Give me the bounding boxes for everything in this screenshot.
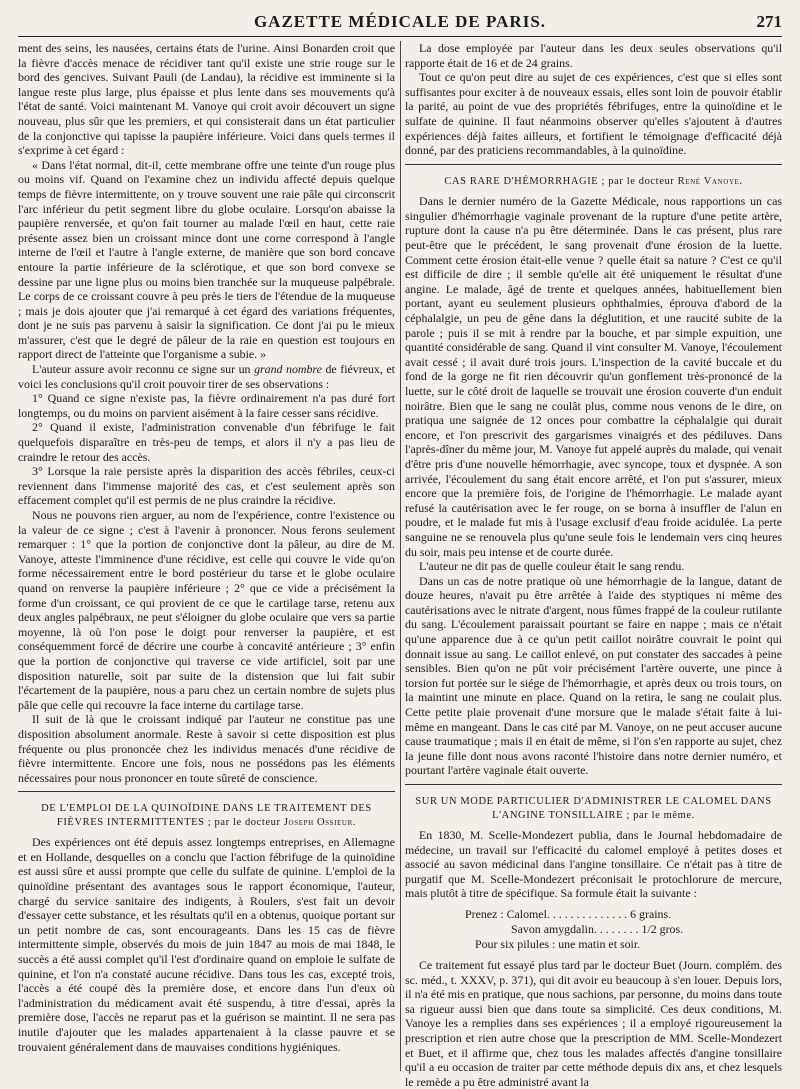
left-column <box>18 41 395 1071</box>
paragraph: En 1830, M. Scelle-Mondezert publia, dans le Journal hebdomadaire de médecine, un travail sur l'efficacité du calomel employé à petites doses et associé au savon médicinal dans l'angine tonsillaire. Ce n'était pas à titre de purgatif que M. Scelle-Mondezert préconisait le protochlorure de mercure, mais plutôt à titre de spécifique. Sa formule était la suivante : <box>405 828 782 901</box>
text-columns <box>18 41 782 1089</box>
journal-title: GAZETTE MÉDICALE DE PARIS. <box>253 12 547 31</box>
paragraph: ment des seins, les nausées, certains états de l'urine. Ainsi Bonarden croit que la fièvre d'accès menace de récidiver tant qu'il existe une strie rouge sur le bord des gencives. Suivant Pauli (de Landau), la récidive est imminente si la langue reste plus large, plus épaisse et plus lente dans ses mouvements qu'à l'état de santé. Voici maintenant M. Vanoye qui croit avoir découvert un signe nouveau, plus sûr que les premiers, et qui consisterait dans un état particulier de la conjonctive qui tapisse la paupière inférieure. Voici dans quels termes il s'exprime à cet égard : <box>18 41 395 158</box>
conclusion-item: 1° Quand ce signe n'existe pas, la fièvre ordinairement n'a pas duré fort longtemps, ou du moins on parvient aisément à la faire cesser sans récidive. <box>18 391 395 420</box>
formula-line: Prenez : Calomel. . . . . . . . . . . . . . 6 grains. <box>465 906 672 921</box>
formula-line: Savon amygdalin. . . . . . . . 1/2 gros. <box>511 921 684 936</box>
paragraph: Dans le dernier numéro de la Gazette Médicale, nous rapportions un cas singulier d'hémorrhagie vaginale provenant de la rupture d'une petite artère, rupture dont la cause n'a pu être déterminée. Dans le cas présent, plus rare peut-être que le précédent, le sang provenait d'une érosion de la luette. Comment cette érosion était-elle venue ? quelle était sa nature ? C'est ce qu'il est difficile de dire ; il semble qu'elle ait été uniquement le résultat d'une angine. Le malade, âgé de trente et quelques années, habituellement bien portant, ayant eu seulement plusieurs ophthalmies, éprouva d'abord de la céphalalgie, un peu de gêne dans la déglutition, et une raucité subite de la parole ; puis il se mit à rendre par la bouche, et par simple expuition, une quantité considérable de sang. Quand il vint consulter M. Vanoye, l'écoulement avait cessé ; il avait duré trois jours. L'inspection de la cavité buccale et du fond de la gorge ne fit rien découvrir qu'un gonflement très-prononcé de la luette, sur le côté droit de laquelle se trouvait une érosion couverte d'un enduit noirâtre. Bien que le sang ne coulât plus, comme nous venons de le dire, on pratiqua une saignée de 12 onces pour combattre la céphalalgie qui durait encore, et l'on prescrivit des gargarismes vinaigrés et des pédiluves. Dans l'après-dîner du même jour, M. Vanoye fut appelé auprès du malade, qui venait d'être pris d'une nouvelle hémorrhagie, avec syncope, toux et dyspnée. A son arrivée, l'écoulement du sang était encore arrêté, et l'on put s'assurer, mieux encore que la première fois, de l'origine de l'hémorrhagie. Le malade ayant refusé la cautérisation avec le fer rouge, on se borna à insuffler de l'alun en poudre, et le malade fut mis à l'usage exclusif d'eau froide acidulée. La perte sanguine ne se renouvela plus qu'une seule fois le lendemain vers cinq heures du soir, mais peu intense et de courte durée. <box>405 194 782 559</box>
right-column <box>405 41 782 1089</box>
paragraph: Ce traitement fut essayé plus tard par le docteur Buet (Journ. complém. des sc. méd., t. XXXV, p. 371), qui dit avoir eu beaucoup à s'en louer. Depuis lors, il n'a été mis en pratique, que nous sachions, par personne, du moins dans toute sa rigueur aussi bien que dans toute sa simplicité. Ces deux conditions, M. Vanoye les a remplies dans ses expériences ; il a employé rigoureusement la prescription et rien autre chose que la prescription de MM. Scelle-Mondezert et Buet, et il affirme que, chez tous les malades affectés d'angine tonsillaire qu'il a eu occasion de traiter par cette méthode depuis dix ans, et chez lesquels le remède a pu être administré avant la <box>405 957 782 1089</box>
section-divider <box>405 164 782 165</box>
section-heading: SUR UN MODE PARTICULIER D'ADMINISTRER LE CALOMEL DANS L'ANGINE TONSILLAIRE ; par le même. <box>415 796 772 821</box>
conclusion-item: 3° Lorsque la raie persiste après la disparition des accès fébriles, ceux-ci reviennent dans l'immense majorité des cas, et c'est seulement après son effacement complet qu'il est permis de ne plus craindre la récidive. <box>18 464 395 508</box>
quotation-paragraph: « Dans l'état normal, dit-il, cette membrane offre une teinte d'un rouge plus ou moins vif. Quand on l'examine chez un individu affecté depuis quelque temps de fièvre intermittente, on y trouve souvent une raie pâle qui circonscrit l'arc inférieur du petit segment libre du globe oculaire. Lorsqu'on abaisse la paupière renversée, et qu'on fait tourner au malade l'œil en haut, cette raie présente assez bien un croissant mince dont une corne correspond à l'angle interne de l'œil et l'autre à l'angle externe, de manière que son bord concave entoure la partie inférieure de la sclérotique, et que son bord convexe se dessine par une ligne plus ou moins bien tranchée sur la muqueuse palpébrale. Le corps de ce croissant couvre à peu près le tiers de l'étendue de la muqueuse ; mais je dois ajouter que j'ai remarqué à cet égard des variations fréquentes, dont je ne suis pas parvenu à saisir la signification. Ce dont j'ai pu le mieux m'assurer, c'est que le degré de pâleur de la raie en question est toujours en rapport direct de l'atteinte que l'organisme a subie. » <box>18 157 395 362</box>
page-number: 271 <box>756 12 782 31</box>
section-divider <box>18 791 395 792</box>
paragraph: L'auteur assure avoir reconnu ce signe sur un grand nombre de fiévreux, et voici les conclusions qu'il croit pouvoir tirer de ses observations : <box>18 362 395 391</box>
page-header <box>18 10 782 37</box>
paragraph: Des expériences ont été depuis assez longtemps entreprises, en Allemagne et en Hollande, desquelles on a conclu que l'action fébrifuge de la quinoïdine est aussi sûre et aussi prompte que celle du sulfate de quinine. L'emploi de la quinoïdine présentant des avantages sous le rapport économique, l'auteur, chargé du service sanitaire des indigents, à Roulers, s'est fait un devoir d'essayer cette substance, et les résultats qu'il en a obtenus, quoique portant sur un petit nombre de cas, sont encourageants. Dans les 15 cas de fièvre intermittente simple, observés du mois de juin 1847 au mois de mai 1848, le succès a été aussi complet qu'il l'est d'ordinaire quand on emploie le sulfate de quinine, et l'on n'a constaté aucune récidive. Dans tous les cas, excepté trois, l'accès a été coupé dès la première dose, et encore dans l'un d'eux où l'administration du médicament avait été suspendu, à titre d'essai, après la première dose, l'accès ne reparut pas et la guérison se maintint. Il ne sera pas inutile d'ajouter que les malades appartenaient à la classe pauvre et se trouvaient généralement dans de mauvaises conditions hygiéniques. <box>18 835 395 1054</box>
paragraph: Tout ce qu'on peut dire au sujet de ces expériences, c'est que si elles sont suffisantes pour exciter à de nouveaux essais, elles sont loin de pouvoir établir la parité, au point de vue des propriétés fébrifuges, entre la quinoïdine et le sulfate de quinine. Il faut néanmoins observer qu'elles s'ajoutent à d'autres expériences déjà faites ailleurs, et fortifient le témoignage d'efficacité déjà donné, par des praticiens recommandables, à la quinoïdine. <box>405 70 782 158</box>
section-heading: CAS RARE D'HÉMORRHAGIE ; par le docteur René Vanoye. <box>444 175 743 187</box>
formula-line: Pour six pilules : une matin et soir. <box>475 936 641 951</box>
paragraph: Nous ne pouvons rien arguer, au nom de l'expérience, contre l'existence ou la valeur de ce signe ; c'est à l'avenir à prononcer. Nous ferons seulement remarquer : 1° que la portion de conjonctive dont la pâleur, au dire de M. Vanoye, atteste l'imminence d'une récidive, est celle qui couvre le vide qu'on forme nécessairement entre le bord postérieur du tarse et le globe oculaire quand on renverse la paupière inférieure ; 2° que ce vide a précisément la forme d'un croissant, ce qui provient de ce que le cartilage tarse, retenu aux deux angles palpébraux, ne peut s'éloigner du globe oculaire que vers sa partie moyenne, là où l'on pose le doigt pour renverser la paupière, et est conséquemment forcé de décrire une courbe à concavité antérieure ; 3° enfin que la portion de conjonctive qui traverse ce vide artificiel, soit par une disposition naturelle, soit par suite de la distension que lui fait subir l'écartement de la paupière, nous a paru chez un certain nombre de sujets plus pâle que celle qui recouvre la face interne du cartilage tarse. <box>18 508 395 712</box>
section-heading: DE L'EMPLOI DE LA QUINOÏDINE DANS LE TRAITEMENT DES FIÈVRES INTERMITTENTES ; par le docteur Joseph Ossieur. <box>41 803 372 828</box>
conclusion-item: 2° Quand il existe, l'administration convenable d'un fébrifuge le fait quelquefois disparaître en très-peu de temps, et alors il n'y a pas lieu de craindre le retour des accès. <box>18 420 395 464</box>
paragraph: Dans un cas de notre pratique où une hémorrhagie de la langue, datant de douze heures, n'avait pu être arrêtée à l'aide des styptiques ni même des cautérisations avec le nitrate d'argent, nous fûmes frappé de la couleur rutilante du sang. L'écoulement paraissait pourtant se faire en nappe ; mais ce n'était qu'une apparence due à ce qu'un petit caillot noirâtre couvrait le point qui donnait issue au sang. Le caillot enlevé, on put constater des saccades à peine sensibles. Bien qu'on ne pût voir précisément l'artère ouverte, une pince à torsion fut portée sur le siége de l'hémorrhagie, et après deux ou trois tours, on la maintint une minute en place. Quand on la retira, le sang ne coulait plus. Cette petite plaie provenait d'une morsure que le malade s'était faite à lui-même en mangeant. Dans le cas cité par M. Vanoye, on ne peut accuser aucune cause traumatique ; mais il en était de même, si l'on s'en rapporte au sujet, chez la jeune fille dont nous avons raconté l'histoire dans notre dernier numéro, et pourtant l'artère vaginale était ouverte. <box>405 573 782 778</box>
column-rule <box>400 41 401 1071</box>
prescription-formula <box>465 907 782 952</box>
emphasis: grand nombre <box>254 362 322 377</box>
paragraph: L'auteur ne dit pas de quelle couleur était le sang rendu. <box>419 559 685 574</box>
section-divider <box>405 784 782 785</box>
paragraph: Il suit de là que le croissant indiqué par l'auteur ne constitue pas une disposition absolument anormale. Reste à savoir si cette disposition est plus fréquente ou plus prononcée chez les individus menacés d'une récidive de fièvre intermittente. Encore une fois, nous ne possédons pas les éléments nécessaires pour nous prononcer en toute sûreté de conscience. <box>18 712 395 785</box>
paragraph: La dose employée par l'auteur dans les deux seules observations qu'il rapporte était de 16 et de 24 grains. <box>405 41 782 70</box>
